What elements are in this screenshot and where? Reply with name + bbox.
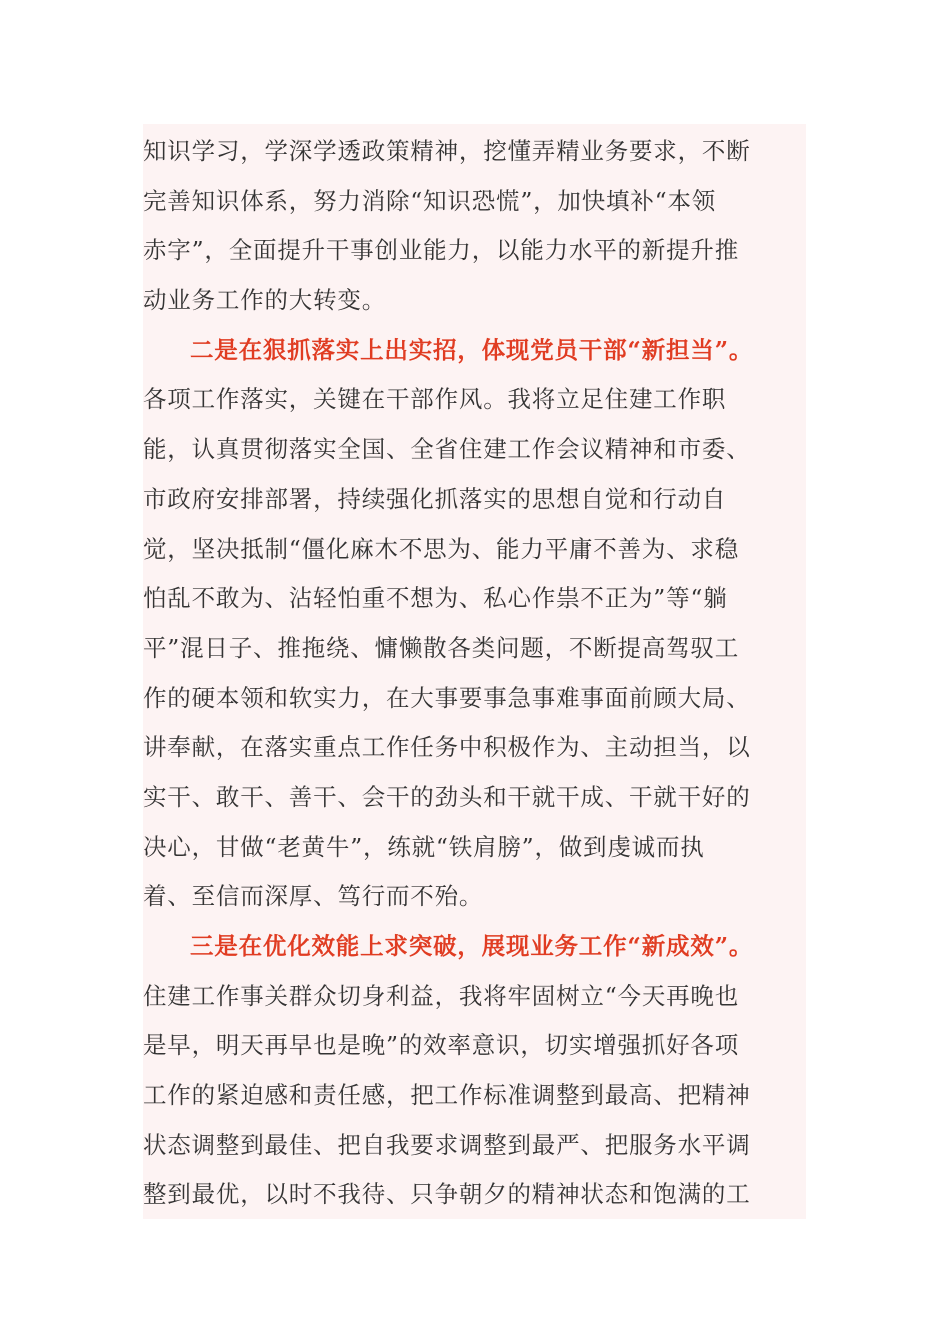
paragraph-line: 状态调整到最佳、把自我要求调整到最严、把服务水平调	[143, 1130, 751, 1159]
section-heading-2: 二是在狠抓落实上出实招，体现党员干部“新担当”。	[190, 335, 754, 364]
paragraph-line: 作的硬本领和软实力，在大事要事急事难事面前顾大局、	[143, 683, 751, 712]
paragraph-line: 怕乱不敢为、沾轻怕重不想为、私心作祟不正为”等“躺	[143, 584, 728, 613]
paragraph-line: 平”混日子、推拖绕、慵懒散各类问题，不断提高驾驭工	[143, 633, 740, 662]
paragraph-line: 觉，坚决抵制“僵化麻木不思为、能力平庸不善为、求稳	[143, 534, 740, 563]
paragraph-line: 各项工作落实，关键在干部作风。我将立足住建工作职	[143, 385, 727, 414]
paragraph-line: 讲奉献，在落实重点工作任务中积极作为、主动担当，以	[143, 733, 751, 762]
paragraph-line: 实干、敢干、善干、会干的劲头和干就干成、干就干好的	[143, 782, 751, 811]
document-body	[143, 127, 806, 1220]
paragraph-line: 是早，明天再早也是晚”的效率意识，切实增强抓好各项	[143, 1031, 740, 1060]
paragraph-line: 动业务工作的大转变。	[143, 286, 386, 315]
section-heading-3: 三是在优化效能上求突破，展现业务工作“新成效”。	[190, 932, 754, 960]
paragraph-line: 完善知识体系，努力消除“知识恐慌”，加快填补“本领	[143, 186, 717, 215]
paragraph-line: 住建工作事关群众切身利益，我将牢固树立“今天再晚也	[143, 981, 740, 1010]
paragraph-line: 能，认真贯彻落实全国、全省住建工作会议精神和市委、	[143, 435, 751, 464]
paragraph-line: 决心，甘做“老黄牛”，练就“铁肩膀”，做到虔诚而执	[143, 832, 705, 861]
paragraph-line: 工作的紧迫感和责任感，把工作标准调整到最高、把精神	[143, 1081, 751, 1110]
paragraph-line: 知识学习，学深学透政策精神，挖懂弄精业务要求，不断	[143, 137, 751, 165]
paragraph-line: 市政府安排部署，持续强化抓落实的思想自觉和行动自	[143, 484, 727, 513]
paragraph-line: 整到最优，以时不我待、只争朝夕的精神状态和饱满的工	[143, 1180, 751, 1209]
paragraph-line: 赤字”，全面提升干事创业能力，以能力水平的新提升推	[143, 236, 740, 265]
paragraph-line: 着、至信而深厚、笃行而不殆。	[143, 882, 484, 911]
